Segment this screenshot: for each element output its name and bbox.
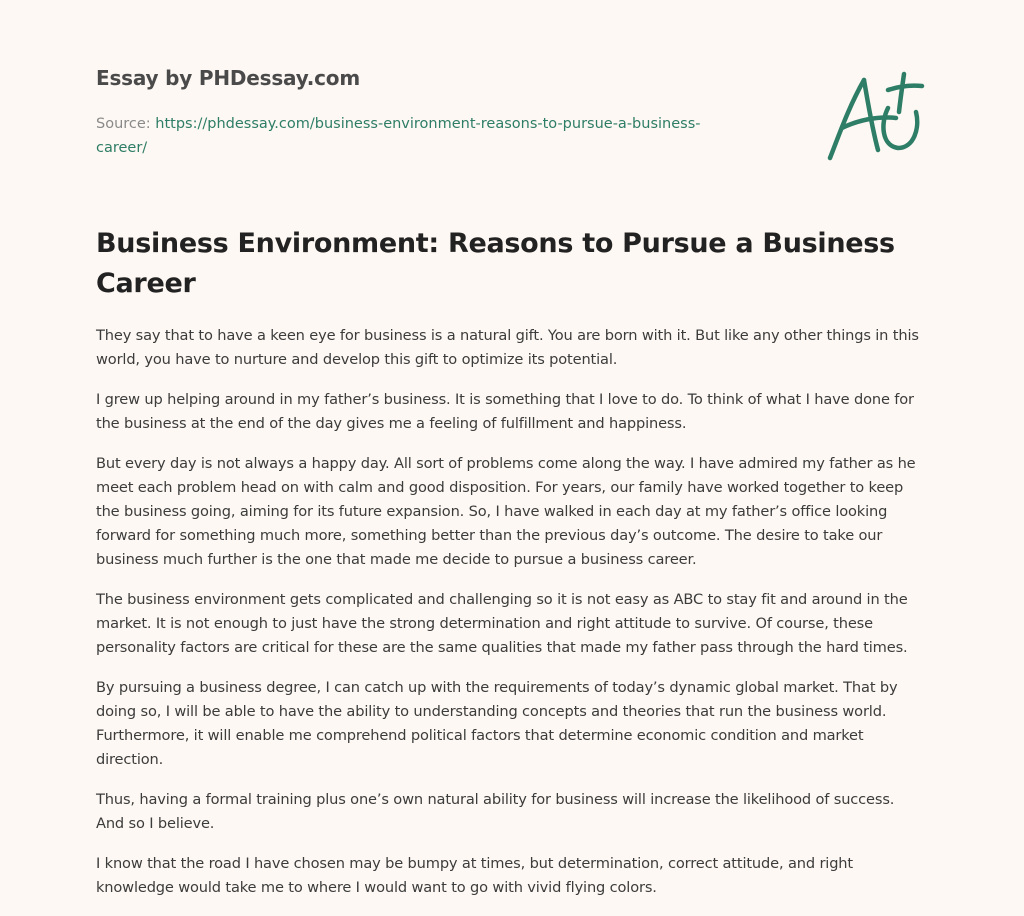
source-link[interactable]: [96, 116, 700, 156]
source-link-line-2: career/: [96, 140, 148, 156]
paragraph: Thus, having a formal training plus one’s own natural ability for business will increase the likelihood of success. And so I believe.: [96, 791, 895, 832]
article-title: Business Environment: Reasons to Pursue a Business Career: [96, 228, 895, 299]
source-label: Source:: [96, 116, 156, 132]
paragraph: They say that to have a keen eye for business is a natural gift. You are born with it. But like any other things in this world, you have to nurture and develop this gift to optimize its potential.: [96, 327, 919, 368]
source-link-line-1: https://phdessay.com/business-environment-reasons-to-pursue-a-business-: [155, 116, 701, 132]
source-line: [96, 112, 756, 160]
article-body: [96, 324, 926, 916]
paragraph: By pursuing a business degree, I can catch up with the requirements of today’s dynamic global market. That by doing so, I will be able to have the ability to understanding concepts and theories that run the business world. Furthermore, it will enable me comprehend political factors that determine economic condition and market direction.: [96, 679, 898, 768]
page-header: [96, 64, 756, 160]
paragraph: But every day is not always a happy day. All sort of problems come along the way. I have admired my father as he meet each problem head on with calm and good disposition. For years, our family have worked together to keep the business going, aiming for its future expansion. So, I have walked in each day at my father’s office looking forward for something much more, something better than the previous day’s outcome. The desire to take our business much further is the one that made me decide to pursue a business career.: [96, 455, 916, 568]
paragraph: I grew up helping around in my father’s business. It is something that I love to do. To think of what I have done for the business at the end of the day gives me a feeling of fulfillment and happiness.: [96, 391, 914, 432]
a-plus-grade-icon: [822, 68, 926, 164]
site-title: Essay by PHDessay.com: [96, 66, 360, 90]
paragraph: I know that the road I have chosen may be bumpy at times, but determination, correct attitude, and right knowledge would take me to where I would want to go with vivid flying colors.: [96, 855, 853, 896]
paragraph: The business environment gets complicated and challenging so it is not easy as ABC to stay fit and around in the market. It is not enough to just have the strong determination and right attitude to survive. Of course, these personality factors are critical for these are the same qualities that made my father pass through the hard times.: [96, 591, 908, 656]
